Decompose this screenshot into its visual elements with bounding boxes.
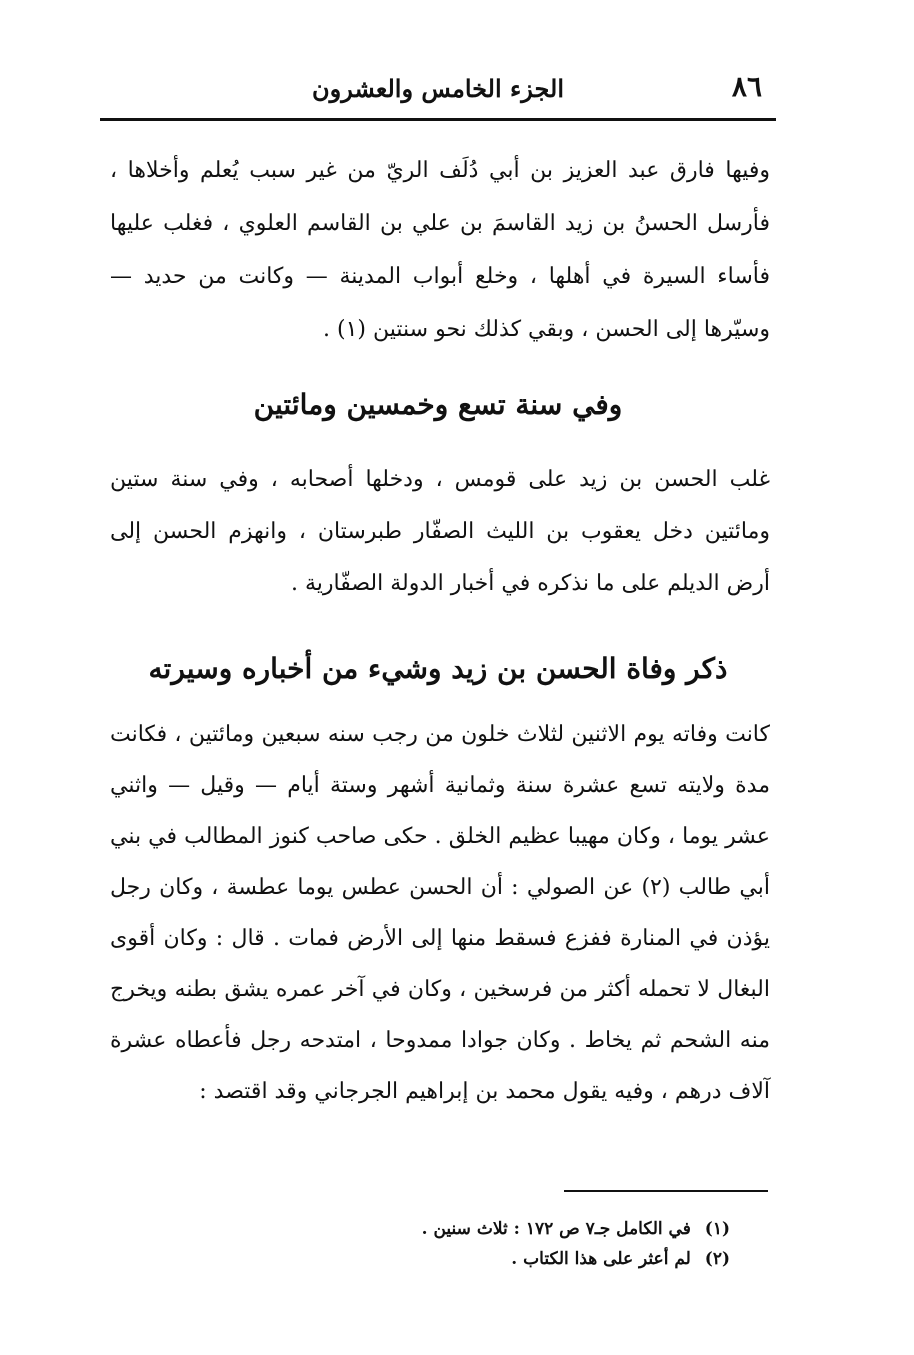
- header-rule: [100, 118, 776, 121]
- section-heading-year-259: وفي سنة تسع وخمسين ومائتين: [253, 388, 623, 421]
- footnote-number: (١): [704, 1219, 730, 1239]
- footnote-text: لم أعثر على هذا الكتاب .: [511, 1249, 691, 1269]
- footnotes: [300, 1214, 730, 1274]
- page-number: ٨٦: [731, 70, 762, 103]
- footnote-1: [300, 1214, 730, 1244]
- running-title: الجزء الخامس والعشرون: [312, 74, 564, 103]
- section-heading-death: ذكر وفاة الحسن بن زيد وشيء من أخباره وسيرته: [148, 652, 728, 685]
- footnote-rule: [564, 1190, 768, 1192]
- paragraph-death: كانت وفاته يوم الاثنين لثلاث خلون من رجب سنه سبعين ومائتين ، فكانت مدة ولايته تسع عشرة سنة وثمانية أشهر وستة أيام — وقيل — واثني عشر يوما ، وكان مهيبا عظيم الخلق . حكى صاحب كنوز المطالب في بني أبي طالب (٢) عن الصولي : أن الحسن عطس يوما عطسة ، وكان رجل يؤذن في المنارة ففزع فسقط منها إلى الأرض فمات . قال : وكان أقوى البغال لا تحمله أكثر من فرسخين ، وكان في آخر عمره يشق بطنه ويخرج منه الشحم ثم يخاط . وكان جوادا ممدوحا ، امتدحه رجل فأعطاه عشرة آلاف درهم ، وفيه يقول محمد بن إبراهيم الجرجاني وقد اقتصد :: [110, 722, 770, 1104]
- paragraph-year-259: غلب الحسن بن زيد على قومس ، ودخلها أصحابه ، وفي سنة ستين ومائتين دخل يعقوب بن الليث الصفّار طبرستان ، وانهزم الحسن إلى أرض الديلم على ما نذكره في أخبار الدولة الصفّارية .: [110, 467, 770, 596]
- footnote-2: [300, 1244, 730, 1274]
- running-head: [100, 66, 776, 110]
- paragraph-intro: وفيها فارق عبد العزيز بن أبي دُلَف الريّ من غير سبب يُعلم وأخلاها ، فأرسل الحسنُ بن زيد القاسمَ بن علي بن القاسم العلوي ، فغلب عليها فأساء السيرة في أهلها ، وخلع أبواب المدينة — وكانت من حديد — وسيّرها إلى الحسن ، وبقي كذلك نحو سنتين (١) .: [110, 158, 770, 342]
- footnote-text: في الكامل جـ٧ ص ١٧٢ : ثلاث سنين .: [421, 1219, 691, 1239]
- footnote-number: (٢): [704, 1249, 730, 1269]
